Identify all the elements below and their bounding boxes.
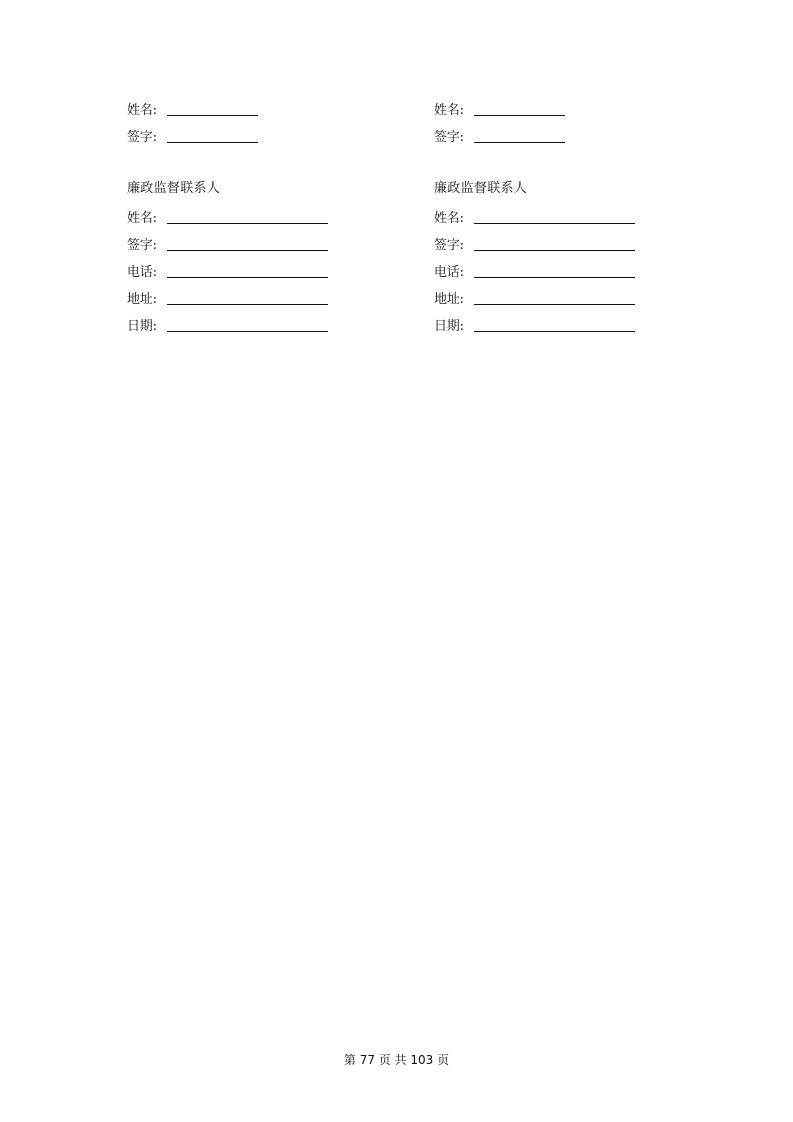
contact-section-title: 廉政监督联系人 bbox=[127, 181, 221, 196]
name-label: 姓名: bbox=[127, 211, 157, 226]
right-signature-sign-row bbox=[434, 126, 565, 146]
address-label: 地址: bbox=[127, 292, 157, 307]
sign-label: 签字: bbox=[127, 130, 157, 145]
phone-label: 电话: bbox=[127, 265, 157, 280]
right-signature-name-row bbox=[434, 99, 565, 119]
phone-blank-line[interactable] bbox=[167, 263, 328, 278]
sign-label: 签字: bbox=[127, 238, 157, 253]
address-blank-line[interactable] bbox=[474, 290, 635, 305]
sign-blank-line[interactable] bbox=[474, 128, 565, 143]
page-number-footer: 第 77 页 共 103 页 bbox=[343, 1053, 450, 1067]
address-blank-line[interactable] bbox=[167, 290, 328, 305]
sign-label: 签字: bbox=[434, 130, 464, 145]
name-label: 姓名: bbox=[434, 211, 464, 226]
date-blank-line[interactable] bbox=[474, 317, 635, 332]
address-label: 地址: bbox=[434, 292, 464, 307]
sign-blank-line[interactable] bbox=[474, 236, 635, 251]
left-contact-address-row bbox=[127, 288, 328, 308]
contact-section-title: 廉政监督联系人 bbox=[434, 181, 528, 196]
sign-label: 签字: bbox=[434, 238, 464, 253]
left-contact-phone-row bbox=[127, 261, 328, 281]
sign-blank-line[interactable] bbox=[167, 236, 328, 251]
right-contact-date-row bbox=[434, 315, 635, 335]
sign-blank-line[interactable] bbox=[167, 128, 258, 143]
name-blank-line[interactable] bbox=[474, 101, 565, 116]
right-contact-phone-row bbox=[434, 261, 635, 281]
name-label: 姓名: bbox=[434, 103, 464, 118]
date-label: 日期: bbox=[434, 319, 464, 334]
phone-label: 电话: bbox=[434, 265, 464, 280]
name-blank-line[interactable] bbox=[167, 101, 258, 116]
left-contact-name-row bbox=[127, 207, 328, 227]
left-contact-date-row bbox=[127, 315, 328, 335]
left-signature-sign-row bbox=[127, 126, 258, 146]
date-label: 日期: bbox=[127, 319, 157, 334]
date-blank-line[interactable] bbox=[167, 317, 328, 332]
phone-blank-line[interactable] bbox=[474, 263, 635, 278]
left-signature-name-row bbox=[127, 99, 258, 119]
name-blank-line[interactable] bbox=[167, 209, 328, 224]
right-contact-sign-row bbox=[434, 234, 635, 254]
name-label: 姓名: bbox=[127, 103, 157, 118]
right-contact-address-row bbox=[434, 288, 635, 308]
right-contact-name-row bbox=[434, 207, 635, 227]
left-contact-sign-row bbox=[127, 234, 328, 254]
name-blank-line[interactable] bbox=[474, 209, 635, 224]
